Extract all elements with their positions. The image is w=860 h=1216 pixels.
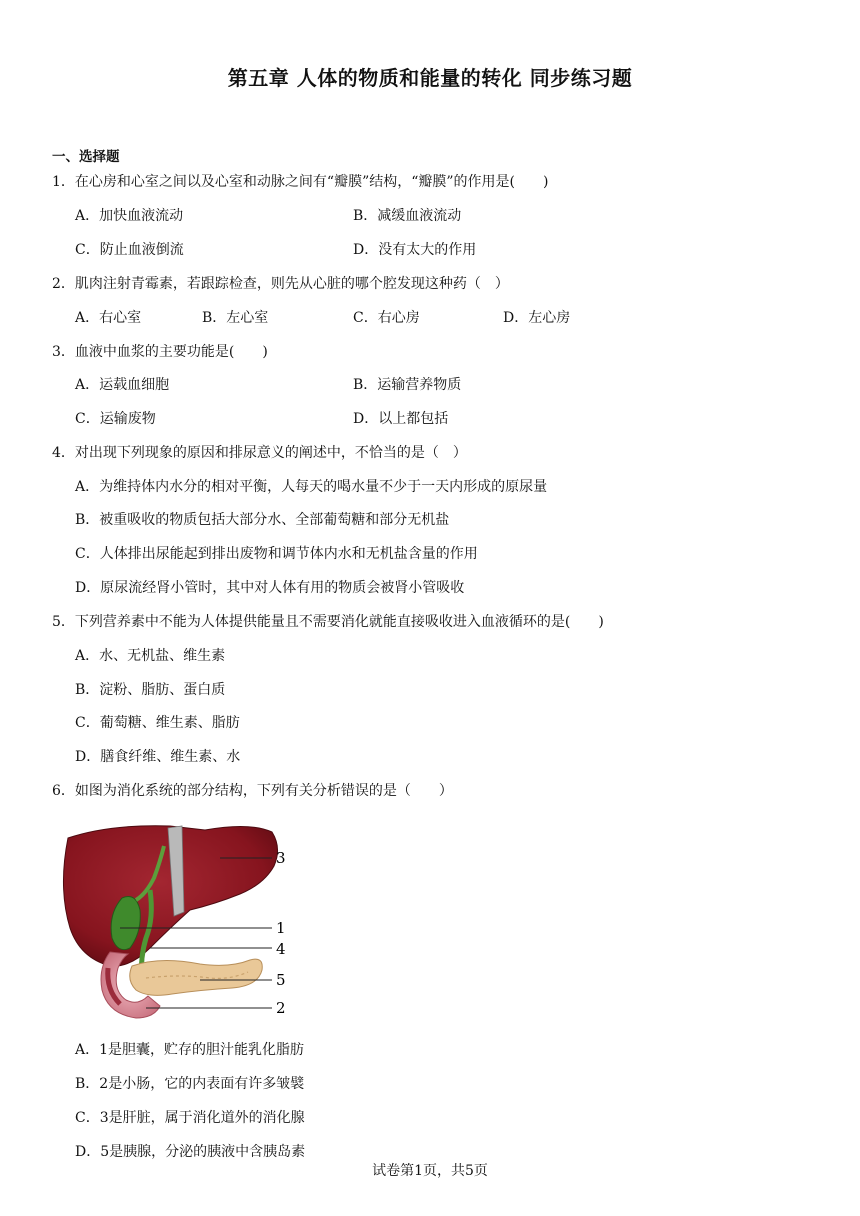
section-heading: 一、选择题 xyxy=(52,149,120,165)
question-2-option-c[interactable]: C．右心房 xyxy=(353,310,420,326)
question-3-option-a[interactable]: A．运载血细胞 xyxy=(75,377,170,393)
figure-label-1: 1 xyxy=(276,919,286,937)
question-3-option-b[interactable]: B．运输营养物质 xyxy=(353,377,462,393)
question-5-option-a[interactable]: A．水、无机盐、维生素 xyxy=(75,648,226,664)
figure-label-5: 5 xyxy=(276,971,286,989)
question-5-stem: 5．下列营养素中不能为人体提供能量且不需要消化就能直接吸收进入血液循环的是( ) xyxy=(52,614,604,630)
question-1-option-d[interactable]: D．没有太大的作用 xyxy=(353,242,477,258)
question-1-stem: 1．在心房和心室之间以及心室和动脉之间有“瓣膜”结构，“瓣膜”的作用是( ) xyxy=(52,174,549,190)
question-2-option-a[interactable]: A．右心室 xyxy=(75,310,142,326)
question-5-option-c[interactable]: C．葡萄糖、维生素、脂肪 xyxy=(75,715,240,731)
question-2-option-b[interactable]: B．左心室 xyxy=(202,310,269,326)
question-6-option-d[interactable]: D．5是胰腺，分泌的胰液中含胰岛素 xyxy=(75,1144,306,1160)
question-3-stem: 3．血液中血浆的主要功能是( ) xyxy=(52,344,268,360)
question-6-option-b[interactable]: B．2是小肠，它的内表面有许多皱襞 xyxy=(75,1076,305,1092)
question-6-stem: 6．如图为消化系统的部分结构，下列有关分析错误的是（ ） xyxy=(52,783,453,799)
question-4-option-b[interactable]: B．被重吸收的物质包括大部分水、全部葡萄糖和部分无机盐 xyxy=(75,512,450,528)
digestive-system-figure xyxy=(50,818,310,1028)
page-footer: 试卷第1页，共5页 xyxy=(372,1163,488,1179)
question-2-stem: 2．肌肉注射青霉素，若跟踪检查，则先从心脏的哪个腔发现这种药（ ） xyxy=(52,276,509,292)
figure-label-3: 3 xyxy=(276,849,286,867)
question-4-option-c[interactable]: C．人体排出尿能起到排出废物和调节体内水和无机盐含量的作用 xyxy=(75,546,478,562)
page-title: 第五章 人体的物质和能量的转化 同步练习题 xyxy=(227,66,633,90)
question-6-option-c[interactable]: C．3是肝脏，属于消化道外的消化腺 xyxy=(75,1110,305,1126)
figure-label-4: 4 xyxy=(276,940,286,958)
question-1-option-a[interactable]: A．加快血液流动 xyxy=(75,208,184,224)
question-3-option-d[interactable]: D．以上都包括 xyxy=(353,411,449,427)
question-4-option-d[interactable]: D．原尿流经肾小管时，其中对人体有用的物质会被肾小管吸收 xyxy=(75,580,465,596)
question-4-option-a[interactable]: A．为维持体内水分的相对平衡，人每天的喝水量不少于一天内形成的原尿量 xyxy=(75,479,548,495)
question-5-option-b[interactable]: B．淀粉、脂肪、蛋白质 xyxy=(75,682,226,698)
question-5-option-d[interactable]: D．膳食纤维、维生素、水 xyxy=(75,749,241,765)
pancreas-shape xyxy=(130,959,263,995)
question-1-option-c[interactable]: C．防止血液倒流 xyxy=(75,242,184,258)
question-4-stem: 4．对出现下列现象的原因和排尿意义的阐述中，不恰当的是（ ） xyxy=(52,445,467,461)
figure-label-2: 2 xyxy=(276,999,286,1017)
question-6-option-a[interactable]: A．1是胆囊，贮存的胆汁能乳化脂肪 xyxy=(75,1042,305,1058)
question-3-option-c[interactable]: C．运输废物 xyxy=(75,411,156,427)
question-1-option-b[interactable]: B．减缓血液流动 xyxy=(353,208,462,224)
question-2-option-d[interactable]: D．左心房 xyxy=(503,310,571,326)
